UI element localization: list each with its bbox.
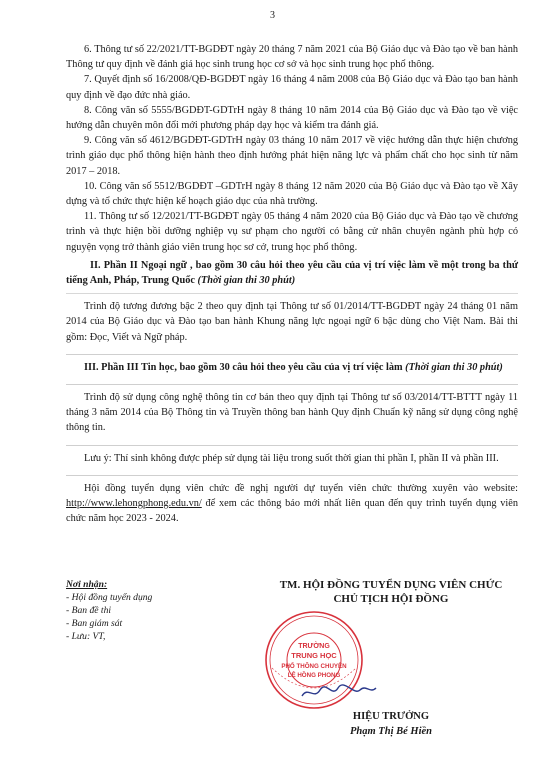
closing-paragraph — [66, 475, 518, 531]
website-link[interactable]: http://www.lehongphong.edu.vn/ — [66, 498, 202, 510]
closing-text: Hội đồng tuyển dụng viên chức đề nghị người dự tuyển viên chức thường xuyên vào website: — [84, 482, 518, 494]
stamp-text-line: TRUNG HỌC — [291, 651, 337, 660]
legal-reference-item: 10. Công văn số 5512/BGDĐT –GDTrH ngày 8 tháng 12 năm 2020 của Bộ Giáo dục và Đào tạo về Xây dựng và tổ chức thực hiện kế hoạch giáo dục của nhà trường. — [66, 180, 518, 208]
exam-note: Lưu ý: Thí sinh không được phép sử dụng tài liệu trong suốt thời gian thi phần I, phần II và phần III. — [66, 445, 518, 470]
closing-text-end: để xem các thông báo mới nhất liên quan đến quy trình tuyển dụng viên chức năm học 2023 - 2024. — [66, 498, 518, 525]
signature-role: HIỆU TRƯỞNG — [352, 711, 430, 722]
section-3-heading — [66, 354, 518, 379]
document-body — [66, 42, 518, 530]
stamp-text-line: PHỔ THÔNG CHUYÊN — [281, 663, 347, 670]
page-number: 3 — [270, 10, 275, 21]
section-2-body: Trình độ tương đương bậc 2 theo quy định tại Thông tư số 01/2014/TT-BGDĐT ngày 24 tháng 01 năm 2014 của Bộ Giáo dục và Đào tạo ban hành Khung năng lực ngoại ngữ 6 bậc dùng cho Việt Nam. Bài thi gồm: Đọc, Viết và Ngữ pháp. — [66, 293, 518, 349]
legal-reference-item: 6. Thông tư số 22/2021/TT-BGDĐT ngày 20 tháng 7 năm 2021 của Bộ Giáo dục và Đào tạo về ban hành Thông tư quy định về đánh giá học sinh trung học cơ sở và học sinh trung học phổ thông. — [66, 44, 518, 71]
stamp-text-line: LÊ HỒNG PHONG — [287, 672, 341, 679]
signer-name: Phạm Thị Bé Hiền — [350, 726, 432, 737]
section-3-time: (Thời gian thi 30 phút) — [405, 361, 503, 373]
handwritten-signature — [298, 682, 378, 702]
legal-reference-item: 9. Công văn số 4612/BGDĐT-GDTrH ngày 03 tháng 10 năm 2017 về việc hướng dẫn thực hiện chương trình giáo dục phổ thông hiện hành theo định hướng phát hiện năng lực và phẩm chất cho học sinh từ năm 2017 – 2018. — [66, 135, 518, 177]
recipient-item: - Lưu: VT, — [66, 631, 106, 642]
section-2-heading-text: II. Phần II Ngoại ngữ , bao gồm 30 câu hỏi theo yêu cầu của vị trí việc làm về một trong ba thứ tiếng Anh, Pháp, Trung Quốc — [66, 259, 518, 287]
section-3-body: Trình độ sử dụng công nghệ thông tin cơ bản theo quy định tại Thông tư số 03/2014/TT-BTTT ngày 11 tháng 3 năm 2014 của Bộ Thông tin và Truyền thông ban hành Quy định Chuẩn kỹ năng sử dụng công nghệ thông tin. — [66, 384, 518, 440]
stamp-text-line: TRƯỜNG — [298, 643, 330, 650]
recipient-item: - Ban giám sát — [66, 618, 123, 629]
legal-reference-item: 8. Công văn số 5555/BGDĐT-GDTrH ngày 8 tháng 10 năm 2014 của Bộ Giáo dục và Đào tạo về việc hướng dẫn chuyên môn đổi mới phương pháp dạy học và kiểm tra đánh giá. — [66, 104, 518, 132]
signature-title: CHỦ TỊCH HỘI ĐỒNG — [333, 593, 449, 605]
recipients-heading: Nơi nhận: — [66, 579, 108, 590]
section-2-heading — [66, 258, 518, 288]
legal-reference-item: 7. Quyết định số 16/2008/QĐ-BGDĐT ngày 16 tháng 4 năm 2008 của Bộ Giáo dục và Đào tạo ban hành quy định về đạo đức nhà giáo. — [66, 74, 518, 101]
section-3-heading-text: III. Phần III Tin học, bao gồm 30 câu hỏi theo yêu cầu của vị trí việc làm — [84, 361, 403, 373]
legal-reference-item: 11. Thông tư số 12/2021/TT-BGDĐT ngày 05 tháng 4 năm 2020 của Bộ Giáo dục và Đào tạo về chương trình và thực hiện bồi dưỡng nghiệp vụ sư phạm cho người có bằng cử nhân chuyên ngành phù hợp có nguyện vọng trở thành giáo viên trung học sơ cở, trung học phổ thông. — [66, 211, 518, 253]
section-2-time: (Thời gian thi 30 phút) — [197, 275, 296, 287]
signature-authority: TM. HỘI ĐỒNG TUYỂN DỤNG VIÊN CHỨC — [279, 579, 503, 591]
recipients-block — [66, 578, 152, 643]
recipient-item: - Ban đề thi — [66, 605, 112, 616]
recipient-item: - Hội đồng tuyển dụng — [66, 592, 153, 603]
